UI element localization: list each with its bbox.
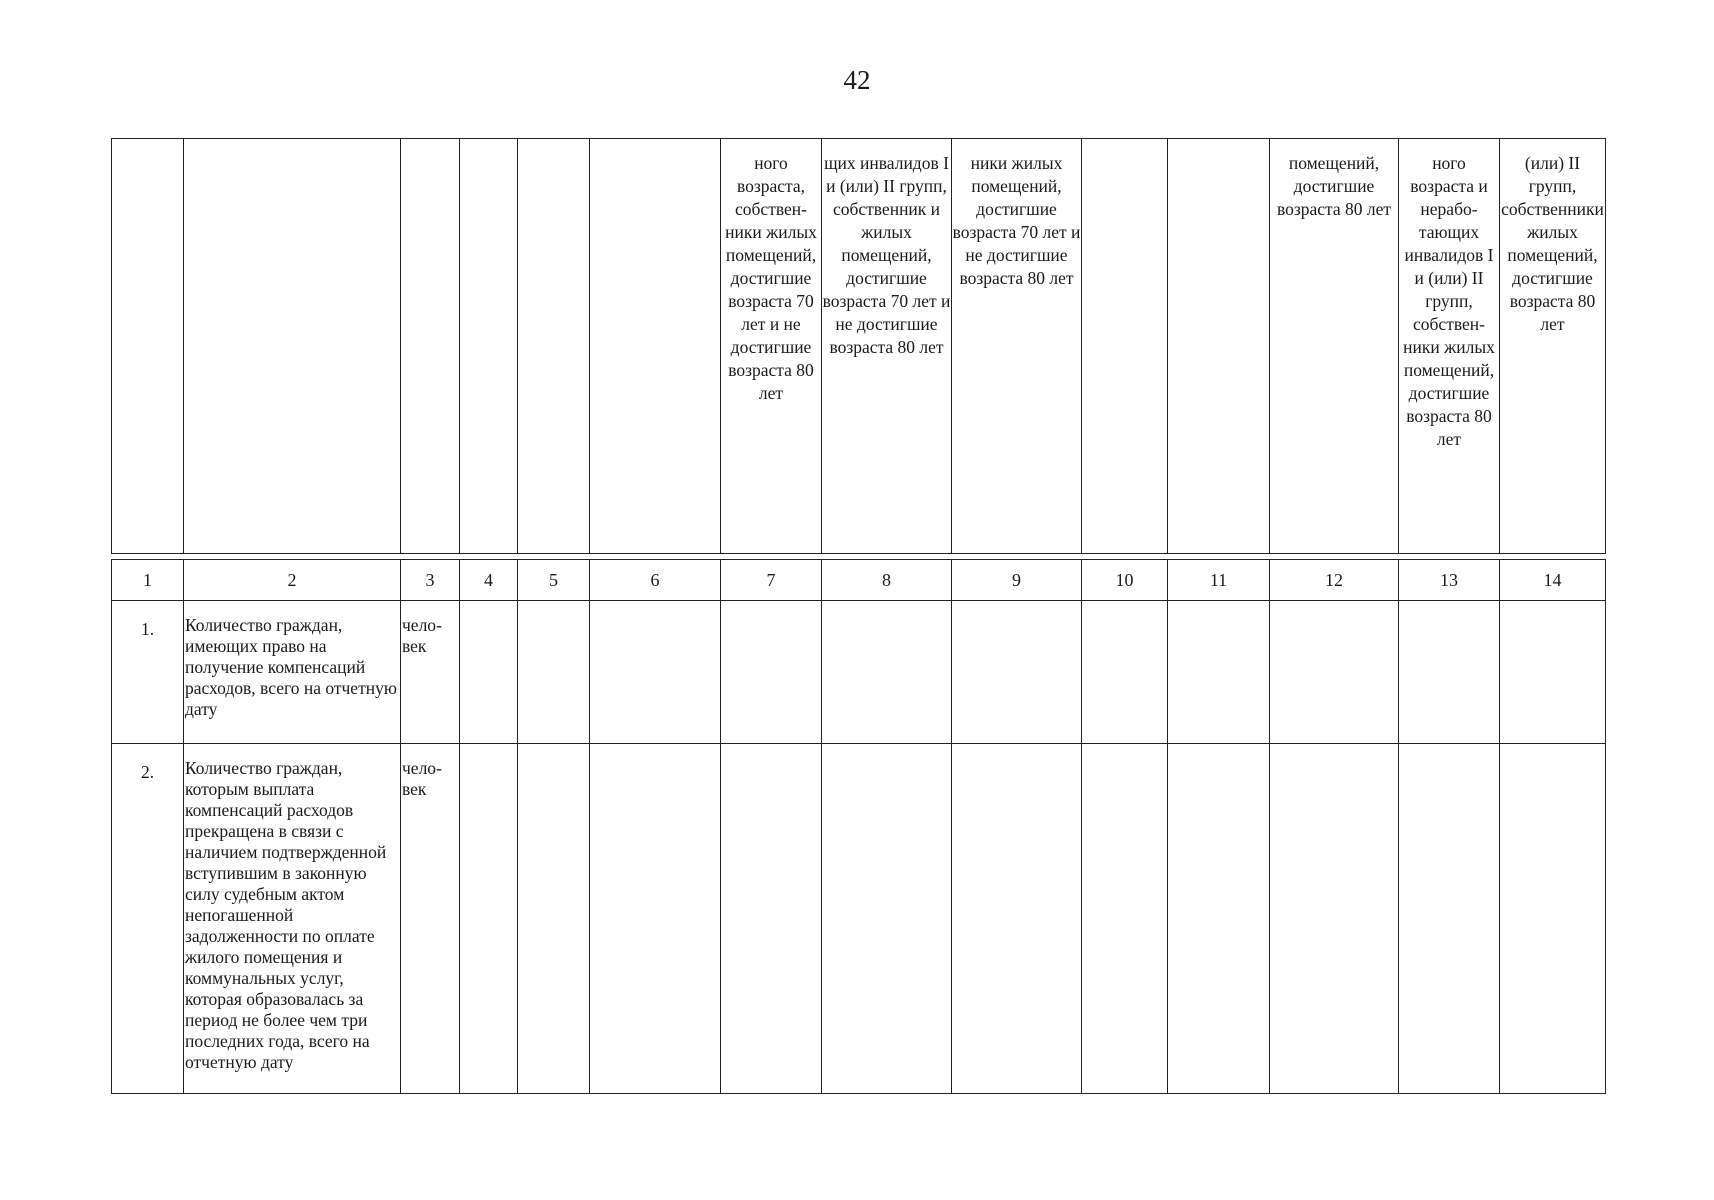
table-cell [721,601,822,744]
table-cell [822,744,952,1094]
header-cell-11 [1168,139,1270,554]
column-number: 8 [822,560,952,601]
header-cell-4 [460,139,518,554]
column-number: 1 [112,560,184,601]
table-cell [1399,601,1500,744]
data-table [111,559,1606,1094]
header-cell-8: щих инвалидов I и (или) II групп, собственник и жилых помещений, достигшие возраста 70 лет и не достигшие возраста 80 лет [822,139,952,554]
header-cell-5 [518,139,590,554]
row-name: Количество граждан, которым выплата компенсаций расходов прекращена в связи с наличием подтвержденной вступившим в законную силу судебным актом непогашенной задолженности по оплате жилого помещения и коммунальных услуг, которая образовалась за период не более чем три последних года, всего на отчетную дату [184,744,401,1094]
table-cell [1168,744,1270,1094]
table-cell [1500,744,1606,1094]
table-cell [1270,601,1399,744]
table-cell [460,744,518,1094]
column-number: 11 [1168,560,1270,601]
column-number: 6 [590,560,721,601]
column-number: 12 [1270,560,1399,601]
column-number: 10 [1082,560,1168,601]
column-number-row [112,560,1606,601]
table-cell [518,601,590,744]
column-number: 7 [721,560,822,601]
row-unit: человек [401,744,460,1094]
header-cell-13: ного возраста и неработающих инвалидов I и (или) II групп, собственники жилых помещений, достигшие возраста 80 лет [1399,139,1500,554]
row-name: Количество граждан, имеющих право на получение компенсаций расходов, всего на отчетную дату [184,601,401,744]
table-row [112,601,1606,744]
column-number: 2 [184,560,401,601]
table-cell [952,744,1082,1094]
header-cell-7: ного возраста, собственники жилых помещений, достигшие возраста 70 лет и не достигшие возраста 80 лет [721,139,822,554]
header-cell-9: ники жилых помещений, достигшие возраста 70 лет и не достигшие возраста 80 лет [952,139,1082,554]
column-number: 14 [1500,560,1606,601]
table-cell [1082,744,1168,1094]
table-cell [1168,601,1270,744]
column-number: 3 [401,560,460,601]
table-cell [590,744,721,1094]
table-cell [952,601,1082,744]
table-cell [1500,601,1606,744]
table-cell [518,744,590,1094]
header-cell-14: (или) II групп, собственники жилых помещений, достигшие возраста 80 лет [1500,139,1606,554]
header-cell-3 [401,139,460,554]
table-cell [721,744,822,1094]
table-cell [1399,744,1500,1094]
table-cell [460,601,518,744]
header-table [111,138,1606,554]
column-number: 5 [518,560,590,601]
table-cell [1082,601,1168,744]
column-number: 13 [1399,560,1500,601]
row-index: 2. [112,744,184,1094]
row-unit: человек [401,601,460,744]
table-cell [822,601,952,744]
header-cell-12: помещений, достигшие возраста 80 лет [1270,139,1399,554]
column-number: 4 [460,560,518,601]
column-number: 9 [952,560,1082,601]
table-cell [590,601,721,744]
header-cell-1 [112,139,184,554]
header-cell-6 [590,139,721,554]
header-row [112,139,1606,554]
header-cell-2 [184,139,401,554]
header-cell-10 [1082,139,1168,554]
table-row [112,744,1606,1094]
table-cell [1270,744,1399,1094]
page-number: 42 [843,65,871,95]
row-index: 1. [112,601,184,744]
